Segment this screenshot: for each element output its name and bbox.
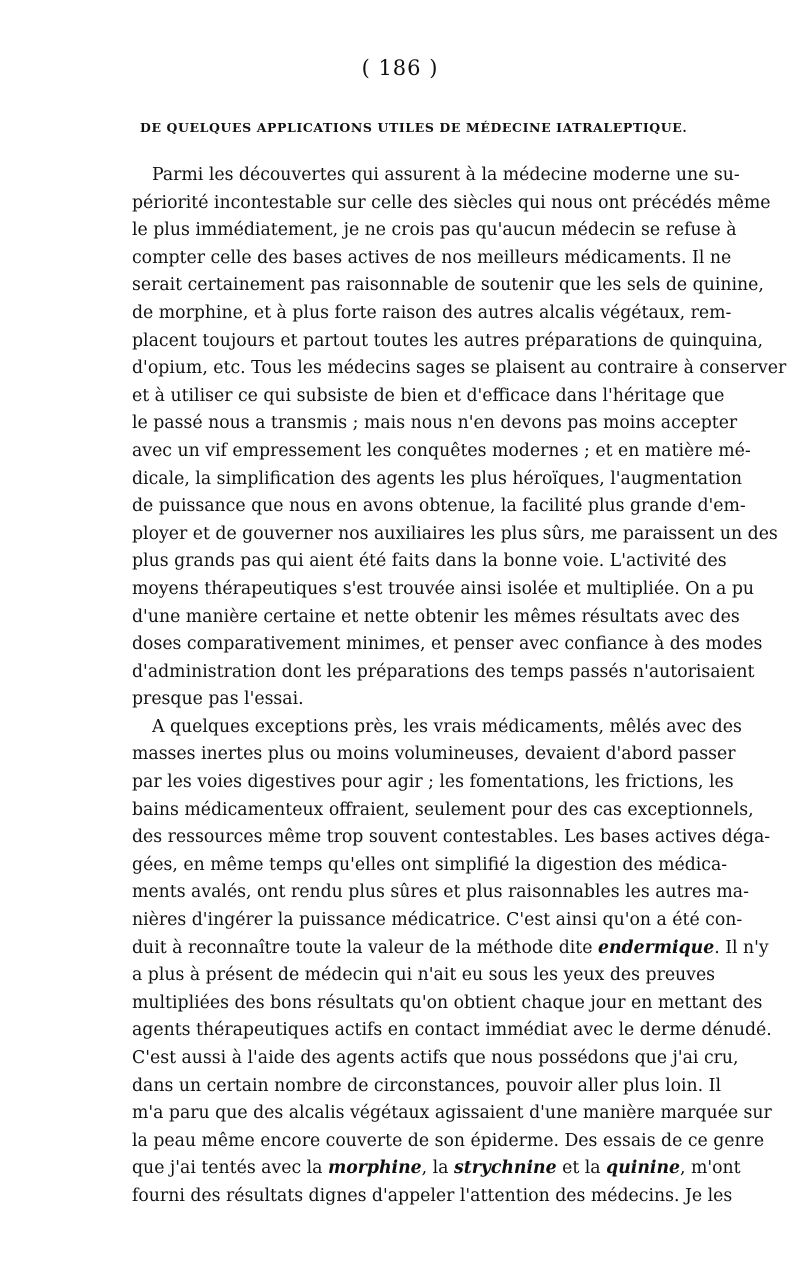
text-line	[132, 300, 732, 328]
line-text: A quelques exceptions près, les vrais médicaments, mêlés avec des	[152, 716, 742, 737]
text-line	[132, 631, 763, 659]
line-text: multipliées des bons résultats qu'on obtient chaque jour en mettant des	[132, 992, 763, 1013]
text-line	[132, 659, 755, 687]
line-text: masses inertes plus ou moins volumineuses, devaient d'abord passer	[132, 744, 736, 765]
emphasized-term: strychnine	[453, 1158, 557, 1179]
line-text: avec un vif empressement les conquêtes modernes ; et en matière mé-	[132, 440, 751, 461]
text-line	[132, 410, 738, 438]
text-line	[132, 990, 763, 1018]
text-line	[132, 245, 732, 273]
line-text: plus grands pas qui aient été faits dans la bonne voie. L'activité des	[132, 551, 727, 572]
line-text: par les voies digestives pour agir ; les fomentations, les frictions, les	[132, 772, 734, 793]
line-text: doses comparativement minimes, et penser avec confiance à des modes	[132, 634, 763, 655]
line-text: m'a paru que des alcalis végétaux agissaient d'une manière marquée sur	[132, 1103, 772, 1124]
line-text: dans un certain nombre de circonstances, pouvoir aller plus loin. Il	[132, 1075, 721, 1096]
text-line	[132, 548, 727, 576]
line-text: Parmi les découvertes qui assurent à la médecine moderne une su-	[152, 165, 740, 185]
text-line	[132, 383, 725, 411]
text-line	[132, 935, 769, 963]
line-text: placent toujours et partout toutes les autres préparations de quinquina,	[132, 330, 764, 351]
emphasized-term: endermique	[597, 937, 715, 958]
text-line	[132, 686, 677, 714]
text-line	[132, 190, 771, 218]
text-line	[132, 1128, 765, 1156]
line-text: d'administration dont les préparations des temps passés n'autorisaient	[132, 661, 755, 682]
text-line	[132, 272, 764, 300]
text-line	[132, 1045, 739, 1073]
line-text: le passé nous a transmis ; mais nous n'en devons pas moins accepter	[132, 413, 738, 434]
line-text: compter celle des bases actives de nos meilleurs médicaments. Il ne	[132, 247, 732, 268]
line-text: duit à reconnaître toute la valeur de la méthode dite	[132, 937, 598, 958]
line-text: ployer et de gouverner nos auxiliaires les plus sûrs, me paraissent un des	[132, 523, 778, 544]
line-text: a plus à présent de médecin qui n'ait eu sous les yeux des preuves	[132, 965, 716, 986]
line-text: de morphine, et à plus forte raison des autres alcalis végétaux, rem-	[132, 302, 732, 323]
line-text: serait certainement pas raisonnable de soutenir que les sels de quinine,	[132, 275, 764, 296]
text-line	[132, 328, 764, 356]
line-text: dicale, la simplification des agents les plus héroïques, l'augmentation	[132, 468, 743, 489]
text-line	[132, 1073, 721, 1101]
text-line	[132, 1017, 772, 1045]
line-text: . Il n'y	[714, 937, 769, 958]
line-text: C'est aussi à l'aide des agents actifs que nous possédons que j'ai cru,	[132, 1048, 739, 1068]
text-line	[132, 797, 754, 825]
running-head: DE QUELQUES APPLICATIONS UTILES DE MÉDECINE IATRALEPTIQUE.	[140, 120, 688, 135]
line-text: ments avalés, ont rendu plus sûres et plus raisonnables les autres ma-	[132, 882, 749, 903]
text-line	[132, 879, 749, 907]
line-text: fourni des résultats dignes d'appeler l'attention des médecins. Je les	[132, 1185, 733, 1206]
line-text: moyens thérapeutiques s'est trouvée ainsi isolée et multipliée. On a pu	[132, 578, 755, 599]
line-text: et à utiliser ce qui subsiste de bien et d'efficace dans l'héritage que	[132, 385, 725, 406]
text-line	[132, 824, 771, 852]
line-text: bains médicamenteux offraient, seulement pour des cas exceptionnels,	[132, 799, 754, 820]
text-line	[132, 714, 742, 742]
line-text: périorité incontestable sur celle des siècles qui nous ont précédés même	[132, 192, 771, 213]
text-line	[132, 962, 716, 990]
text-line	[132, 217, 737, 245]
line-text: nières d'ingérer la puissance médicatrice. C'est ainsi qu'on a été con-	[132, 910, 743, 931]
text-line	[132, 466, 743, 494]
line-text: , la	[421, 1158, 454, 1179]
line-text: d'opium, etc. Tous les médecins sages se plaisent au contraire à conserver	[132, 358, 787, 379]
line-text: presque pas l'essai.	[132, 689, 304, 710]
text-line	[132, 438, 751, 466]
line-text: gées, en même temps qu'elles ont simplifié la digestion des médica-	[132, 854, 728, 875]
body-text	[132, 162, 787, 1211]
text-line	[132, 1183, 733, 1211]
text-line	[132, 604, 740, 632]
line-text: de puissance que nous en avons obtenue, la facilité plus grande d'em-	[132, 496, 746, 517]
text-line	[132, 521, 778, 549]
emphasized-term: quinine	[606, 1158, 681, 1179]
page-number: ( 186 )	[361, 56, 439, 80]
line-text: la peau même encore couverte de son épiderme. Des essais de ce genre	[132, 1130, 765, 1151]
text-line	[132, 852, 728, 880]
line-text: que j'ai tentés avec la	[132, 1158, 328, 1179]
text-line	[132, 162, 740, 190]
line-text: agents thérapeutiques actifs en contact immédiat avec le derme dénudé.	[132, 1020, 772, 1041]
emphasized-term: morphine	[327, 1158, 422, 1179]
line-text: et la	[556, 1158, 607, 1179]
text-line	[132, 1100, 772, 1128]
line-text: le plus immédiatement, je ne crois pas qu'aucun médecin se refuse à	[132, 220, 737, 241]
text-line	[132, 1155, 741, 1183]
text-line	[132, 355, 787, 383]
text-line	[132, 576, 755, 604]
line-text: d'une manière certaine et nette obtenir les mêmes résultats avec des	[132, 606, 740, 627]
text-line	[132, 769, 734, 797]
text-line	[132, 493, 746, 521]
text-line	[132, 741, 736, 769]
line-text: , m'ont	[680, 1158, 741, 1179]
text-line	[132, 907, 743, 935]
line-text: des ressources même trop souvent contestables. Les bases actives déga-	[132, 827, 771, 848]
